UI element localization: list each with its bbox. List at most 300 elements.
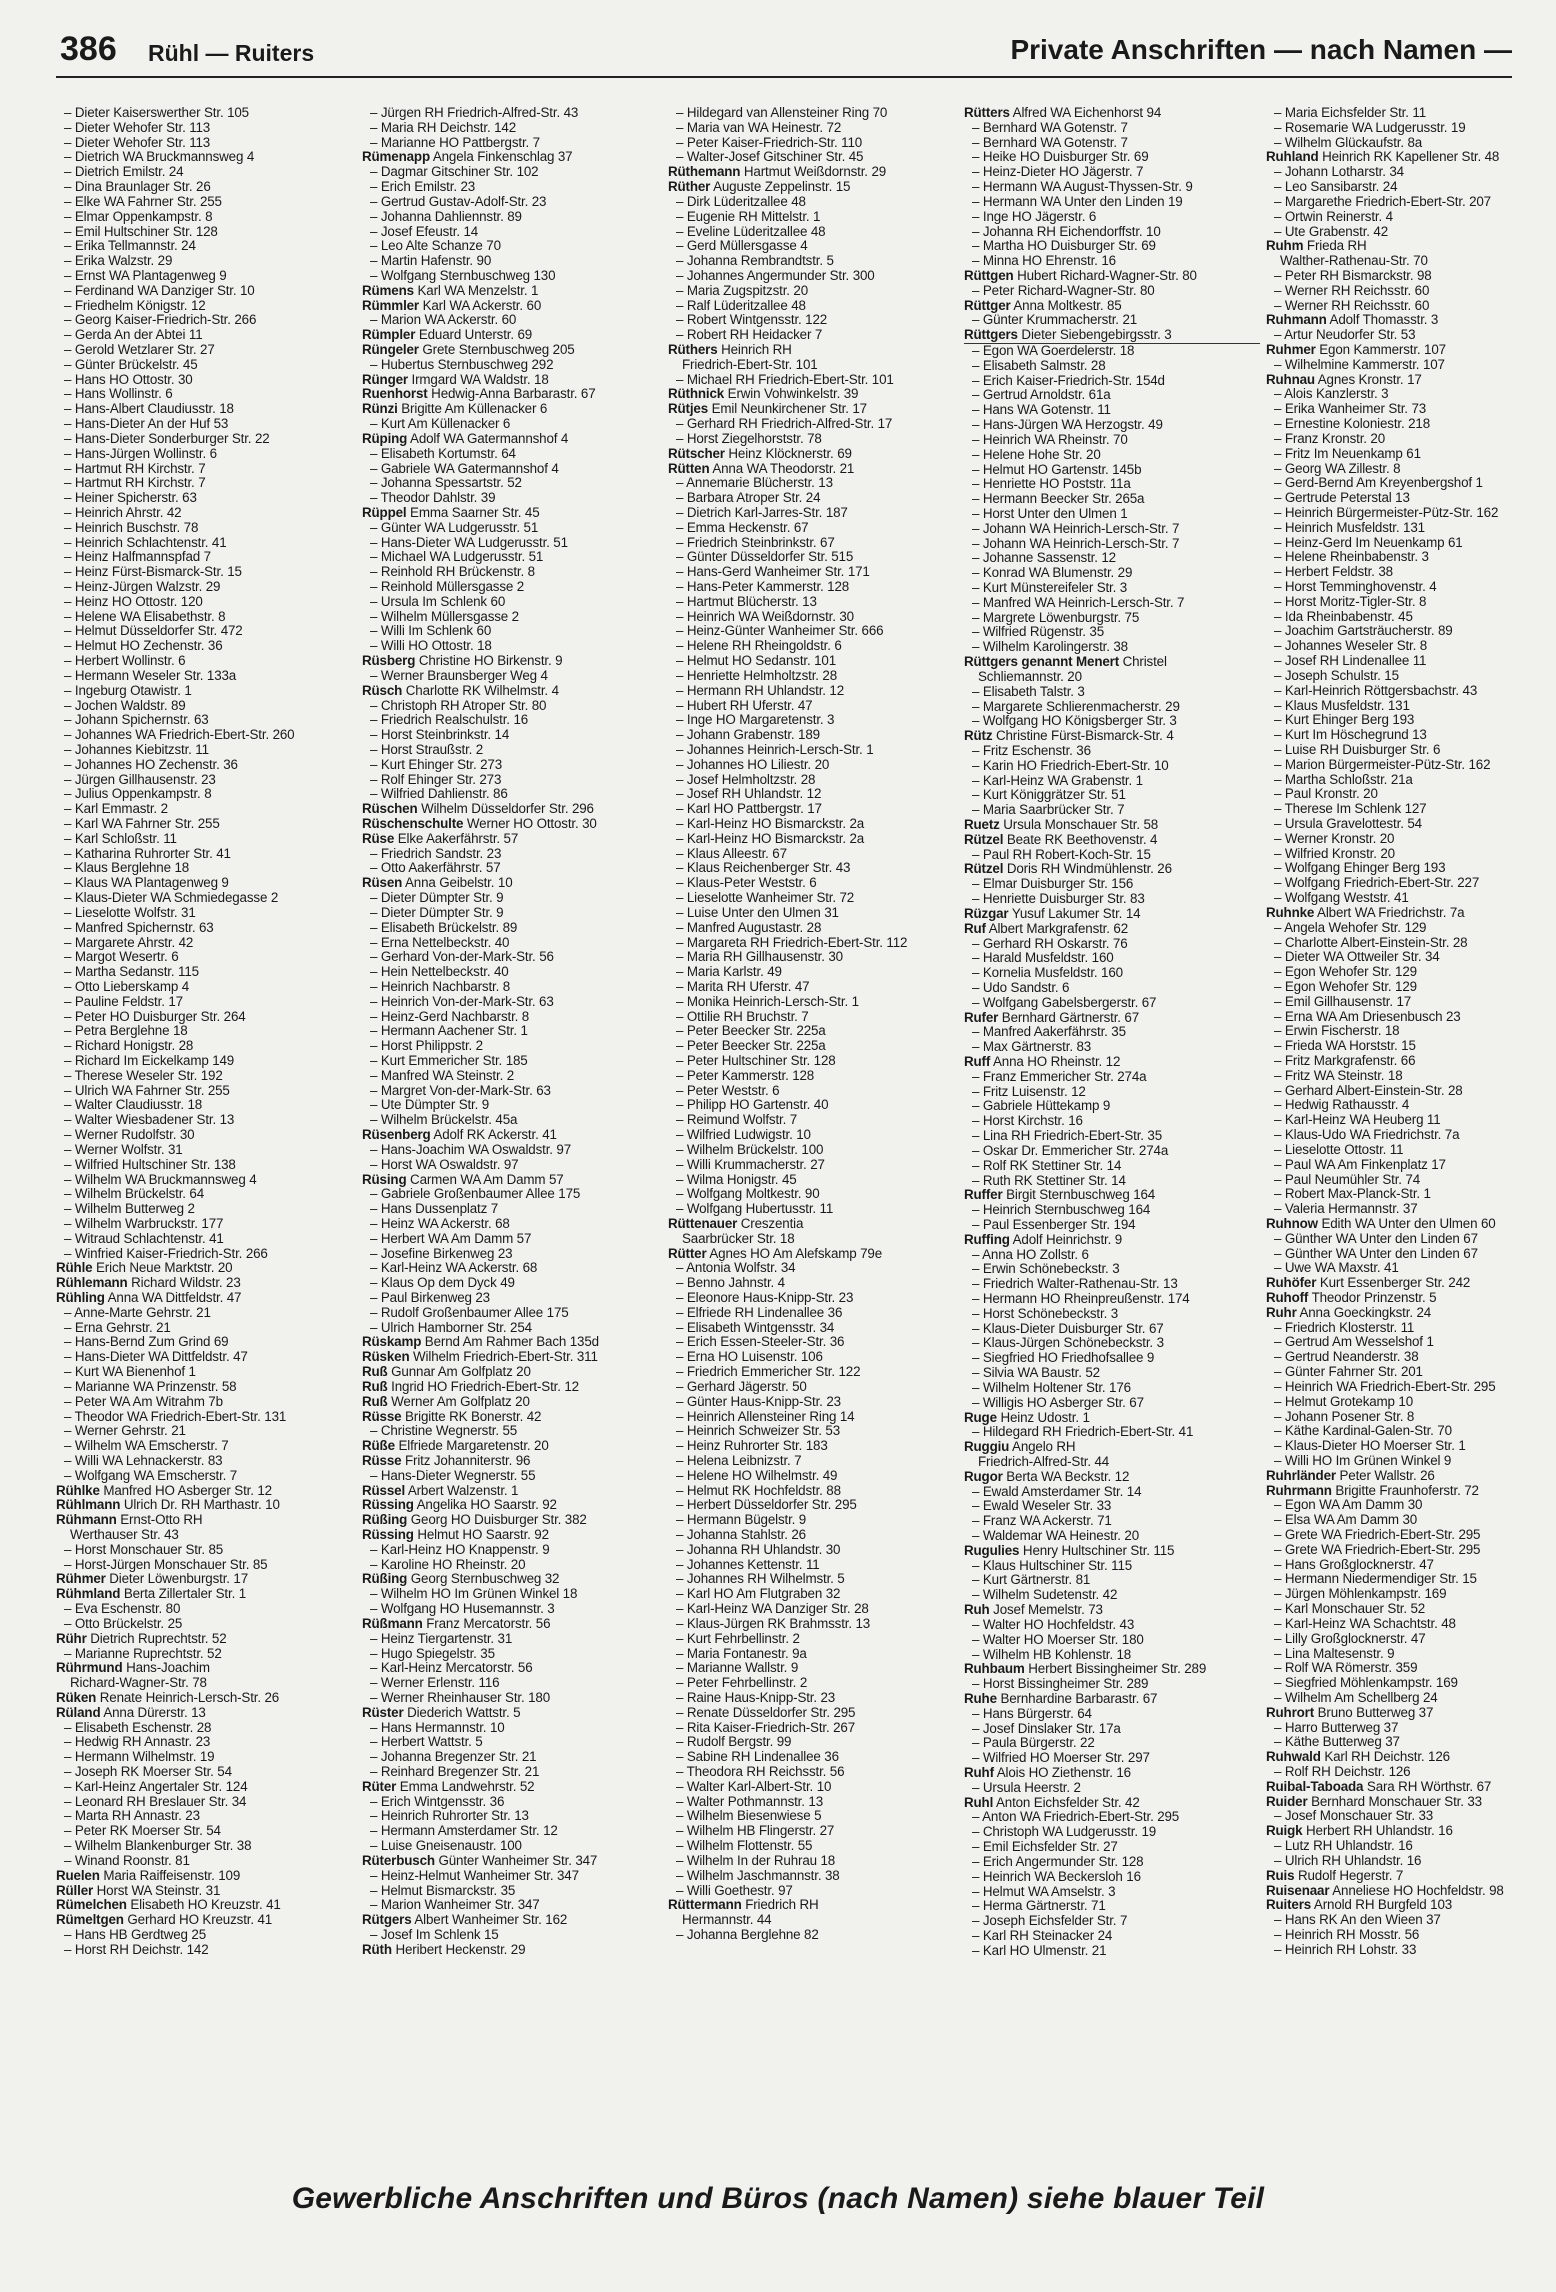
directory-entry: – Ernst WA Plantagenweg 9 (64, 268, 227, 283)
directory-entry: Rüschen Wilhelm Düsseldorfer Str. 296 (362, 802, 594, 817)
directory-entry: – Wilhelm In der Ruhrau 18 (676, 1853, 836, 1868)
directory-entry: – Gerd-Bernd Am Kreyenbergshof 1 (1274, 476, 1483, 491)
directory-entry: – Grete WA Friedrich-Ebert-Str. 295 (1274, 1528, 1481, 1542)
directory-entry: – Reinhard Bregenzer Str. 21 (370, 1765, 540, 1779)
directory-entry: – Helene Rheinbabenstr. 3 (1274, 550, 1429, 565)
directory-entry: – Peter Richard-Wagner-Str. 80 (972, 283, 1155, 298)
directory-entry: Rugor Berta WA Beckstr. 12 (964, 1469, 1130, 1484)
directory-entry: – Wilhelm Am Schellberg 24 (1274, 1690, 1438, 1705)
surname: Rütscher (668, 446, 725, 461)
directory-entry: – Josef Helmholtzstr. 28 (676, 772, 816, 787)
directory-entry: – Henriette Helmholtzstr. 28 (676, 668, 838, 683)
directory-entry: Rüssel Arbert Walzenstr. 1 (362, 1483, 519, 1498)
directory-entry: – Bernhard WA Gotenstr. 7 (972, 135, 1128, 150)
directory-entry: – Klaus Hultschiner Str. 115 (972, 1558, 1133, 1573)
directory-entry: – Walter-Josef Gitschiner Str. 45 (676, 150, 864, 165)
directory-entry: – Werner Kronstr. 20 (1274, 831, 1395, 846)
directory-entry: – Peter HO Duisburger Str. 264 (64, 1009, 246, 1024)
surname: Rühle (56, 1261, 93, 1276)
directory-entry: – Ursula Gravelottestr. 54 (1274, 817, 1422, 831)
directory-entry: – Kurt Königgrätzer Str. 51 (972, 788, 1126, 803)
surname: Ruff (964, 1055, 991, 1069)
directory-entry: Rüßing Georg Sternbuschweg 32 (362, 1572, 560, 1587)
directory-entry: – Rita Kaiser-Friedrich-Str. 267 (676, 1720, 856, 1735)
directory-entry: – Hildegard van Allensteiner Ring 70 (676, 106, 888, 120)
directory-entry: – Klaus-Dieter Duisburger Str. 67 (972, 1321, 1164, 1336)
directory-entry: – Paul WA Am Finkenplatz 17 (1274, 1157, 1446, 1172)
directory-entry: – Willi Goethestr. 97 (676, 1883, 793, 1898)
surname: Ruge (964, 1410, 997, 1425)
surname: Rüsch (362, 683, 403, 698)
directory-entry: – Heinrich Schweizer Str. 53 (676, 1424, 840, 1439)
directory-entry: Rüsse Brigitte RK Bonerstr. 42 (362, 1409, 542, 1424)
directory-entry: – Wolfgang HO Königsberger Str. 3 (972, 714, 1177, 729)
directory-entry: – Dieter Kaiserswerther Str. 105 (64, 106, 249, 120)
directory-entry: – Wilhelm Müllersgasse 2 (370, 609, 519, 624)
directory-entry: – Theodor Dahlstr. 39 (370, 491, 496, 506)
directory-entry: – Günter Brückelstr. 45 (64, 357, 198, 372)
surname: Rüttgers genannt Menert (964, 655, 1120, 670)
directory-entry: – Gertrud Neanderstr. 38 (1274, 1350, 1419, 1365)
directory-entry: Ruetz Ursula Monschauer Str. 58 (964, 818, 1159, 832)
surname: Rütter (668, 1246, 707, 1261)
directory-entry: – Walter Claudiusstr. 18 (64, 1098, 203, 1113)
directory-entry: – Martin Hafenstr. 90 (370, 254, 492, 269)
directory-entry: – Lina Maltesenstr. 9 (1274, 1646, 1395, 1661)
directory-entry: – Klaus-Dieter HO Moerser Str. 1 (1274, 1439, 1466, 1454)
directory-entry: – Johann Posener Str. 8 (1274, 1409, 1415, 1424)
directory-entry: Ruiters Arnold RH Burgfeld 103 (1266, 1898, 1453, 1913)
directory-entry: Rüterbusch Günter Wanheimer Str. 347 (362, 1853, 598, 1868)
directory-entry: – Manfred Spichernstr. 63 (64, 920, 214, 935)
surname: Rüßmann (362, 1616, 423, 1631)
directory-entry: – Heinz-Helmut Wanheimer Str. 347 (370, 1868, 579, 1883)
directory-entry: – Egon WA Goerdelerstr. 18 (972, 344, 1135, 358)
directory-entry: – Hermann WA Unter den Linden 19 (972, 194, 1183, 209)
directory-entry: – Karl-Heinz WA Ackerstr. 68 (370, 1261, 538, 1276)
directory-entry: – Hans-Jürgen WA Herzogstr. 49 (972, 418, 1163, 433)
directory-entry: – Johanna Stahlstr. 26 (676, 1528, 806, 1542)
directory-entry: – Horst Philippstr. 2 (370, 1039, 483, 1054)
directory-entry: Ruh Josef Memelstr. 73 (964, 1603, 1103, 1618)
surname: Rüterbusch (362, 1853, 435, 1868)
directory-entry: – Klaus WA Plantagenweg 9 (64, 876, 229, 891)
directory-entry: – Klaus Berglehne 18 (64, 861, 190, 876)
surname: Rugulies (964, 1543, 1020, 1558)
directory-entry: – Elisabeth Talstr. 3 (972, 684, 1085, 699)
directory-entry: – Käthe Kardinal-Galen-Str. 70 (1274, 1424, 1452, 1439)
directory-entry: Rütgers Albert Wanheimer Str. 162 (362, 1913, 568, 1928)
directory-entry: – Hans-Peter Kammerstr. 128 (676, 580, 850, 594)
directory-entry: – Ute Dümpter Str. 9 (370, 1098, 490, 1113)
directory-entry: – Wolfgang Friedrich-Ebert-Str. 227 (1274, 876, 1480, 891)
directory-entry: Rützel Doris RH Windmühlenstr. 26 (964, 862, 1172, 877)
directory-entry: – Helene RH Rheingoldstr. 6 (676, 639, 842, 654)
directory-entry: – Wolfgang HO Husemannstr. 3 (370, 1602, 555, 1617)
directory-entry: – Manfred WA Heinrich-Lersch-Str. 7 (972, 595, 1185, 610)
surname: Rühmann (56, 1513, 117, 1528)
directory-entry: – Heinz Fürst-Bismarck-Str. 15 (64, 565, 242, 580)
directory-entry: – Elisabeth Wintgensstr. 34 (676, 1320, 835, 1335)
surname: Rüzgar (964, 906, 1009, 921)
directory-entry: – Eleonore Haus-Knipp-Str. 23 (676, 1291, 854, 1305)
directory-entry: – Gerhard Albert-Einstein-Str. 28 (1274, 1083, 1463, 1098)
directory-entry: – Valeria Hermannstr. 37 (1274, 1202, 1418, 1217)
directory-entry: – Johanna RH Eichendorffstr. 10 (972, 224, 1161, 239)
directory-entry: – Hans HO Ottostr. 30 (64, 372, 193, 387)
directory-entry: – Karl HO Am Flutgraben 32 (676, 1587, 841, 1602)
directory-entry: – Marianne WA Prinzenstr. 58 (64, 1379, 237, 1394)
directory-entry: – Erich Kaiser-Friedrich-Str. 154d (972, 373, 1165, 388)
directory-entry: – Winand Roonstr. 81 (64, 1853, 190, 1868)
directory-entry: – Jürgen Möhlenkampstr. 169 (1274, 1587, 1447, 1602)
directory-entry: Rüster Diederich Wattstr. 5 (362, 1705, 521, 1720)
directory-entry: – Udo Sandstr. 6 (972, 980, 1070, 995)
directory-entry: – Anton WA Friedrich-Ebert-Str. 295 (972, 1810, 1180, 1825)
directory-entry: – Wilfried Ludwigstr. 10 (676, 1128, 811, 1143)
surname: Rüngeler (362, 343, 419, 357)
directory-entry: – Joachim Gartsträucherstr. 89 (1274, 624, 1453, 639)
directory-entry: – Johanne Sassenstr. 12 (972, 551, 1116, 566)
directory-entry: – Leonard RH Breslauer Str. 34 (64, 1794, 247, 1809)
directory-entry: – Maria Karlstr. 49 (676, 965, 782, 980)
surname: Rührmund (56, 1661, 123, 1676)
directory-entry: – Maria RH Gillhausenstr. 30 (676, 950, 843, 965)
directory-entry: – Joseph RK Moerser Str. 54 (64, 1765, 232, 1779)
directory-entry: – Marianne HO Pattbergstr. 7 (370, 135, 540, 150)
directory-entry: – Karl HO Ulmenstr. 21 (972, 1943, 1107, 1958)
directory-entry: – Peter Beecker Str. 225a (676, 1039, 826, 1054)
directory-entry: Rüssing Angelika HO Saarstr. 92 (362, 1498, 557, 1513)
directory-entry: – Paul Neumühler Str. 74 (1274, 1172, 1421, 1187)
footer-note: Gewerbliche Anschriften und Büros (nach Namen) siehe blauer Teil (291, 2182, 1265, 2215)
directory-entry: – Emil Hultschiner Str. 128 (64, 224, 218, 239)
directory-entry: – Wilfried Kronstr. 20 (1274, 846, 1395, 861)
directory-entry: Ruhland Heinrich RK Kapellener Str. 48 (1266, 150, 1500, 165)
page-header (56, 30, 1512, 78)
surname: Rütten (668, 461, 710, 476)
directory-entry: – Heinrich Allensteiner Ring 14 (676, 1409, 855, 1424)
directory-entry: Ruß Werner Am Golfplatz 20 (362, 1394, 530, 1409)
directory-entry: – Charlotte Albert-Einstein-Str. 28 (1274, 935, 1468, 950)
directory-entry: Rüttger Anna Moltkestr. 85 (964, 298, 1122, 313)
directory-entry: Rühle Erich Neue Marktstr. 20 (56, 1261, 233, 1276)
directory-entry: Rühr Dietrich Ruprechtstr. 52 (56, 1631, 227, 1646)
directory-entry: Rühlke Manfred HO Asberger Str. 12 (56, 1483, 272, 1498)
directory-entry: – Karl-Heinz Mercatorstr. 56 (370, 1661, 533, 1676)
directory-entry: – Friedrich Klosterstr. 11 (1274, 1320, 1415, 1335)
directory-entry: – Gabriele WA Gatermannshof 4 (370, 461, 559, 476)
directory-entry: – Günther WA Unter den Linden 67 (1274, 1246, 1478, 1261)
surname: Ruhe (964, 1691, 997, 1706)
directory-entry: Rüth Heribert Heckenstr. 29 (362, 1942, 526, 1957)
directory-entry: – Rolf RK Stettiner Str. 14 (972, 1158, 1122, 1173)
directory-entry: – Hermann Beecker Str. 265a (972, 492, 1145, 507)
directory-entry: – Dieter Wehofer Str. 113 (64, 120, 211, 135)
directory-entry: Ruhmer Egon Kammerstr. 107 (1266, 343, 1446, 357)
directory-entry: – Michael WA Ludgerusstr. 51 (370, 550, 544, 565)
directory-entry: – Siegfried HO Friedhofsallee 9 (972, 1351, 1155, 1366)
directory-entry: – Petra Berglehne 18 (64, 1024, 188, 1039)
surname: Rüttgen (964, 268, 1014, 283)
directory-entry: Rüsing Carmen WA Am Damm 57 (362, 1172, 564, 1187)
directory-entry: – Erna Nettelbeckstr. 40 (370, 935, 510, 950)
surname: Ruiters (1266, 1898, 1312, 1913)
surname: Rümpler (362, 328, 416, 343)
directory-entry: – Karl HO Pattbergstr. 17 (676, 802, 822, 817)
directory-entry: – Elisabeth Kortumstr. 64 (370, 446, 516, 461)
directory-entry: – Helmut HO Gartenstr. 145b (972, 462, 1142, 477)
directory-entry: Rüsken Wilhelm Friedrich-Ebert-Str. 311 (362, 1350, 598, 1365)
directory-entry: Rühmann Ernst-Otto RH (56, 1513, 203, 1528)
directory-entry: – Elmar Duisburger Str. 156 (972, 877, 1134, 892)
directory-entry: – Horst Straußstr. 2 (370, 742, 484, 757)
directory-entry: – Otto Aakerfährstr. 57 (370, 861, 501, 876)
directory-entry: – Jürgen RH Friedrich-Alfred-Str. 43 (370, 106, 579, 120)
directory-entry: – Hermann RH Uhlandstr. 12 (676, 683, 845, 698)
directory-entry: – Karl Schloßstr. 11 (64, 831, 177, 846)
surname: Rüskamp (362, 1335, 422, 1350)
surname: Rüschen (362, 802, 418, 817)
surname: Rütz (964, 729, 993, 744)
directory-entry: – Wilhelm Butterweg 2 (64, 1202, 195, 1217)
directory-entry: – Angela Wehofer Str. 129 (1274, 920, 1427, 935)
surname: Rüttermann (668, 1898, 742, 1913)
directory-entry: – Friedhelm Königstr. 12 (64, 298, 206, 313)
directory-entry: – Klaus Alleestr. 67 (676, 846, 787, 861)
directory-entry: – Herbert Düsseldorfer Str. 295 (676, 1498, 857, 1513)
directory-entry: – Friedrich Walter-Rathenau-Str. 13 (972, 1277, 1178, 1292)
directory-entry: – Gerhard RH Oskarstr. 76 (972, 936, 1128, 951)
directory-entry: – Wolfgang WA Emscherstr. 7 (64, 1468, 238, 1483)
directory-entry: – Günter WA Ludgerusstr. 51 (370, 520, 539, 535)
directory-entry: Ruß Ingrid HO Friedrich-Ebert-Str. 12 (362, 1379, 579, 1394)
directory-entry: – Kurt Im Höschegrund 13 (1274, 728, 1427, 743)
directory-entry: Rümmler Karl WA Ackerstr. 60 (362, 298, 542, 313)
directory-entry: – Wilhelmine Kammerstr. 107 (1274, 357, 1445, 372)
surname: Ruigk (1266, 1824, 1303, 1839)
directory-entry: – Eugenie RH Mittelstr. 1 (676, 209, 821, 224)
surname: Rühling (56, 1291, 105, 1305)
directory-entry: – Hans-Dieter Wegnerstr. 55 (370, 1468, 536, 1483)
directory-entry: – Martha Sedanstr. 115 (64, 965, 199, 980)
directory-entry: – Peter WA Am Witrahm 7b (64, 1394, 223, 1409)
directory-entry: – Anne-Marte Gehrstr. 21 (64, 1305, 211, 1320)
directory-entry: – Grete WA Friedrich-Ebert-Str. 295 (1274, 1542, 1481, 1557)
directory-entry: – Erich Wintgensstr. 36 (370, 1794, 505, 1809)
directory-entry: – Dieter WA Ottweiler Str. 34 (1274, 950, 1440, 965)
directory-entry: – Wolfgang Hubertusstr. 11 (676, 1202, 834, 1217)
surname: Rüßing (362, 1513, 408, 1528)
surname: Ruhöfer (1266, 1276, 1317, 1291)
directory-entry: – Margrete Löwenburgstr. 75 (972, 610, 1140, 625)
directory-entry: – Margareta RH Friedrich-Ebert-Str. 112 (676, 935, 908, 950)
directory-entry: – Heinrich Nachbarstr. 8 (370, 979, 511, 994)
directory-entry: – Gerd Müllersgasse 4 (676, 239, 808, 254)
surname: Ruß (362, 1365, 388, 1380)
directory-entry: – Maria Saarbrücker Str. 7 (972, 803, 1125, 818)
directory-entry: – Waldemar WA Heinestr. 20 (972, 1529, 1140, 1543)
directory-entry: – Wilhelm HO Im Grünen Winkel 18 (370, 1587, 578, 1602)
directory-entry: Ruhnke Albert WA Friedrichstr. 7a (1266, 905, 1465, 920)
surname: Ruhwald (1266, 1750, 1321, 1765)
directory-entry: – Marta RH Annastr. 23 (64, 1809, 200, 1824)
directory-entry: – Hans-Dieter WA Dittfeldstr. 47 (64, 1350, 248, 1365)
directory-entry: – Hans HB Gerdtweg 25 (64, 1927, 206, 1942)
directory-entry: – Helmut HO Sedanstr. 101 (676, 654, 836, 669)
directory-entry: – Walter Pothmannstr. 13 (676, 1794, 823, 1809)
directory-entry: – Margarethe Friedrich-Ebert-Str. 207 (1274, 194, 1491, 209)
directory-entry: – Therese Weseler Str. 192 (64, 1068, 223, 1083)
surname: Ruggiu (964, 1440, 1010, 1455)
directory-entry: – Harro Butterweg 37 (1274, 1720, 1399, 1735)
directory-entry: – Gertrude Peterstal 13 (1274, 491, 1410, 506)
running-head: Rühl — Ruiters (148, 40, 315, 66)
directory-entry: – Heinrich WA Rheinstr. 70 (972, 432, 1128, 447)
directory-entry: – Wolfgang Sternbuschweg 130 (370, 268, 556, 283)
directory-entry: – Elmar Oppenkampstr. 8 (64, 209, 213, 224)
directory-entry: Ruhnow Edith WA Unter den Ulmen 60 (1266, 1216, 1496, 1231)
directory-entry: – Hedwig Rathausstr. 4 (1274, 1098, 1410, 1113)
directory-entry: – Hans-Jürgen Wollinstr. 6 (64, 446, 217, 461)
directory-entry: – Günther WA Unter den Linden 67 (1274, 1231, 1478, 1246)
directory-entry: – Ursula Heerstr. 2 (972, 1780, 1081, 1795)
directory-entry: – Paul Essenberger Str. 194 (972, 1217, 1136, 1232)
directory-entry: – Fritz Luisenstr. 12 (972, 1084, 1086, 1099)
directory-entry: – Wolfgang Weststr. 41 (1274, 891, 1409, 906)
directory-entry: – Johannes Kiebitzstr. 11 (64, 742, 209, 757)
directory-entry: Ruhmann Adolf Thomasstr. 3 (1266, 313, 1439, 328)
directory-entry: – Heinrich Schlachtenstr. 41 (64, 535, 227, 550)
surname: Ruisenaar (1266, 1883, 1330, 1898)
surname: Rüssing (362, 1498, 414, 1513)
directory-entry: – Helmut RK Hochfeldstr. 88 (676, 1483, 841, 1498)
surname: Rütgers (362, 1913, 412, 1928)
directory-entry: – Georg WA Zillestr. 8 (1274, 461, 1401, 476)
surname: Rüland (56, 1705, 101, 1720)
directory-entry: – Reinhold RH Brückenstr. 8 (370, 565, 535, 580)
directory-entry: Rüping Adolf WA Gatermannshof 4 (362, 431, 569, 446)
directory-entry: – Wolfgang Ehinger Berg 193 (1274, 861, 1446, 876)
directory-entry: – Werner Erlenstr. 116 (370, 1676, 500, 1691)
surname: Rümens (362, 283, 414, 298)
directory-entry: – Hans-Bernd Zum Grind 69 (64, 1335, 229, 1350)
directory-entry: – Friedrich Emmericher Str. 122 (676, 1365, 861, 1380)
directory-entry: Rugulies Henry Hultschiner Str. 115 (964, 1543, 1175, 1558)
directory-entry: – Hermann Bügelstr. 9 (676, 1513, 807, 1528)
directory-entry: – Antonia Wolfstr. 34 (676, 1261, 796, 1276)
directory-entry: – Gerda An der Abtei 11 (64, 328, 203, 343)
directory-entry: Rüttermann Friedrich RH (668, 1898, 819, 1913)
directory-entry: – Reinhold Müllersgasse 2 (370, 580, 525, 594)
directory-entry: – Marianne Ruprechtstr. 52 (64, 1646, 222, 1661)
directory-entry: – Hans-Dieter An der Huf 53 (64, 417, 229, 432)
directory-entry: – Inge HO Jägerstr. 6 (972, 209, 1097, 224)
directory-entry: – Annemarie Blücherstr. 13 (676, 476, 833, 491)
directory-entry: – Elisabeth Brückelstr. 89 (370, 920, 518, 935)
directory-entry: – Josefine Birkenweg 23 (370, 1246, 513, 1261)
directory-entry: – Fritz WA Steinstr. 18 (1274, 1068, 1403, 1083)
directory-entry: – Luise Gneisenaustr. 100 (370, 1839, 522, 1854)
directory-entry: – Fritz Eschenstr. 36 (972, 743, 1091, 758)
directory-entry: – Wilfried HO Moerser Str. 297 (972, 1751, 1150, 1766)
directory-entry: – Hermann HO Rheinpreußenstr. 174 (972, 1292, 1190, 1306)
directory-entry: – Heinrich Musfeldstr. 131 (1274, 520, 1425, 535)
directory-entry: – Ida Rheinbabenstr. 45 (1274, 609, 1413, 624)
directory-entry: – Joseph Eichsfelder Str. 7 (972, 1914, 1128, 1929)
directory-entry: Rühmland Berta Zillertaler Str. 1 (56, 1587, 247, 1602)
directory-entry: – Kurt Fehrbellinstr. 2 (676, 1631, 800, 1646)
directory-entry: – Karl WA Fahrner Str. 255 (64, 817, 220, 831)
directory-entry: – Helmut Düsseldorfer Str. 472 (64, 624, 243, 639)
directory-entry: Rüschenschulte Werner HO Ottostr. 30 (362, 817, 597, 831)
directory-entry: – Karl Emmastr. 2 (64, 802, 168, 817)
directory-entry: – Günter Krummacherstr. 21 (972, 313, 1138, 328)
directory-entry: – Karoline HO Rheinstr. 20 (370, 1557, 526, 1572)
directory-entry: – Ursula Im Schlenk 60 (370, 594, 506, 609)
directory-entry: – Kurt Münstereifeler Str. 3 (972, 581, 1128, 595)
directory-entry: – Heinz WA Ackerstr. 68 (370, 1216, 510, 1231)
surname: Rüthnick (668, 387, 725, 402)
directory-entry: – Hermann Wilhelmstr. 19 (64, 1750, 215, 1765)
directory-entry: – Gerhard Von-der-Mark-Str. 56 (370, 950, 554, 965)
directory-entry: – Horst Moritz-Tigler-Str. 8 (1274, 594, 1427, 609)
directory-entry: – Willi Im Schlenk 60 (370, 624, 492, 639)
column-3 (668, 106, 964, 2166)
directory-entry: – Walter Wiesbadener Str. 13 (64, 1113, 235, 1128)
surname: Rüthers (668, 343, 718, 357)
directory-entry: Rüzgar Yusuf Lakumer Str. 14 (964, 906, 1141, 921)
surname: Rützel (964, 862, 1004, 877)
directory-entry: – Klaus Op dem Dyck 49 (370, 1276, 515, 1291)
surname: Rütjes (668, 402, 709, 417)
directory-entry: – Erwin Fischerstr. 18 (1274, 1024, 1400, 1039)
directory-entry: – Johannes Heinrich-Lersch-Str. 1 (676, 742, 874, 757)
directory-entry: – Leo Sansibarstr. 24 (1274, 180, 1398, 195)
directory-entry: – Richard Im Eickelkamp 149 (64, 1054, 235, 1068)
directory-entry: – Martha Schloßstr. 21a (1274, 772, 1413, 787)
directory-entry: – Horst Ziegelhorststr. 78 (676, 431, 822, 446)
directory-entry: Ruff Anna HO Rheinstr. 12 (964, 1055, 1121, 1069)
directory-entry: – Horst Monschauer Str. 85 (64, 1542, 224, 1557)
directory-entry: – Manfred WA Steinstr. 2 (370, 1068, 515, 1083)
directory-entry: – Heinrich Bürgermeister-Pütz-Str. 162 (1274, 505, 1499, 520)
directory-entry: – Horst Kirchstr. 16 (972, 1114, 1083, 1129)
directory-entry: – Hans-Gerd Wanheimer Str. 171 (676, 565, 870, 580)
surname: Rühmer (56, 1572, 106, 1587)
directory-entry: – Peter Kaiser-Friedrich-Str. 110 (676, 135, 863, 150)
directory-entry: – Herbert Feldstr. 38 (1274, 565, 1393, 580)
directory-entry: – Fritz Im Neuenkamp 61 (1274, 446, 1421, 461)
directory-entry: – Kornelia Musfeldstr. 160 (972, 966, 1123, 981)
directory-entry: – Dieter Wehofer Str. 113 (64, 135, 211, 150)
surname: Ruhland (1266, 150, 1319, 165)
directory-entry: – Johanna Spessartstr. 52 (370, 476, 522, 491)
surname: Rugor (964, 1469, 1003, 1484)
directory-entry: – Werner RH Reichsstr. 60 (1274, 298, 1430, 313)
surname: Rüthemann (668, 165, 741, 180)
directory-entry: – Wilma Honigstr. 45 (676, 1172, 797, 1187)
directory-entry: – Gerhard RH Friedrich-Alfred-Str. 17 (676, 417, 893, 432)
directory-entry: – Dina Braunlager Str. 26 (64, 180, 211, 195)
directory-entry: – Hartmut RH Kirchstr. 7 (64, 476, 206, 491)
surname: Rüttgers (964, 328, 1018, 343)
directory-entry: – Klaus Reichenberger Str. 43 (676, 861, 851, 876)
directory-entry: – Heinz Halfmannspfad 7 (64, 550, 211, 565)
surname: Rüsse (362, 1453, 402, 1468)
directory-entry: – Robert Wintgensstr. 122 (676, 313, 828, 328)
directory-entry: – Witraud Schlachtenstr. 41 (64, 1231, 224, 1246)
